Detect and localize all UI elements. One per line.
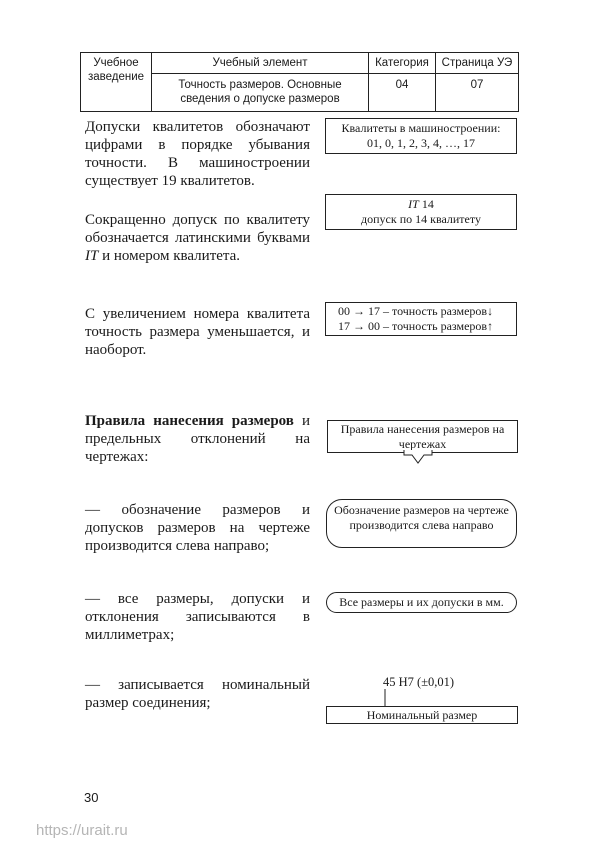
header-element-label: Учебный элемент <box>152 53 369 74</box>
header-category-value: 04 <box>369 74 436 112</box>
header-page-value: 07 <box>436 74 519 112</box>
header-element-value: Точность размеров. Основные сведения о допуске размеров <box>152 74 369 112</box>
it-text-italic: IT <box>85 248 99 264</box>
it-box-desc: допуск по 14 квалитету <box>361 211 481 226</box>
arrow-down-icon: ↓ <box>487 304 494 318</box>
nominal-box: Номинальный размер <box>326 706 518 724</box>
header-category-label: Категория <box>369 53 436 74</box>
section-direction-text: — обозначение размеров и допусков размеров на чертеже производится слева направо; <box>85 502 310 554</box>
rules-text-bold: Правила нанесения размеров <box>85 413 294 429</box>
it-box-number: 14 <box>418 197 434 211</box>
precision-box <box>325 302 517 336</box>
down-arrow-icon <box>400 449 436 465</box>
it-box <box>325 194 517 230</box>
watermark-url: https://urait.ru <box>36 822 128 839</box>
precision-row-decrease: 00 → 17 – точность размеров↓ <box>338 304 494 318</box>
page-number: 30 <box>84 790 99 805</box>
section-qualitets-text: Допуски квалитетов обозначают цифрами в порядке убывания точности. В машиностроении существует 19 квалитетов. <box>85 119 310 189</box>
it-box-title <box>326 197 516 212</box>
header-table <box>80 52 519 112</box>
it-text-part2: и номером квалитета. <box>98 248 241 264</box>
dimension-leader-line <box>384 689 387 707</box>
section-precision-text: С увеличением номера квалитета точность размера уменьшается, и наоборот. <box>85 306 310 358</box>
direction-box: Обозначение размеров на чертеже производится слева направо <box>326 499 517 548</box>
dimension-label: 45 H7 (±0,01) <box>383 675 455 689</box>
section-units-text: — все размеры, допуски и отклонения записываются в миллиметрах; <box>85 591 310 643</box>
precision-row-increase: 17 → 00 – точность размеров↑ <box>338 319 494 333</box>
units-box: Все размеры и их допуски в мм. <box>326 592 517 613</box>
arrow-up-icon: ↑ <box>487 319 494 333</box>
it-box-italic: IT <box>408 197 419 211</box>
qualitets-box-title: Квалитеты в машиностроении: <box>341 121 501 135</box>
qualitets-box <box>325 118 517 154</box>
header-page-label: Страница УЭ <box>436 53 519 74</box>
section-nominal-text: — записывается номинальный размер соединения; <box>85 677 310 711</box>
header-institution: Учебное заведение <box>81 53 152 112</box>
qualitets-box-list: 01, 0, 1, 2, 3, 4, …, 17 <box>367 135 475 150</box>
rules-text-rest: и предельных отклонений на чертежах: <box>85 413 311 465</box>
it-text-part1: Сокращенно допуск по квалитету обозначается латинскими буквами <box>85 212 310 246</box>
rules-box: Правила нанесения размеров на чертежах <box>327 420 518 453</box>
section-it-text <box>85 211 310 265</box>
section-rules-text <box>85 412 310 466</box>
